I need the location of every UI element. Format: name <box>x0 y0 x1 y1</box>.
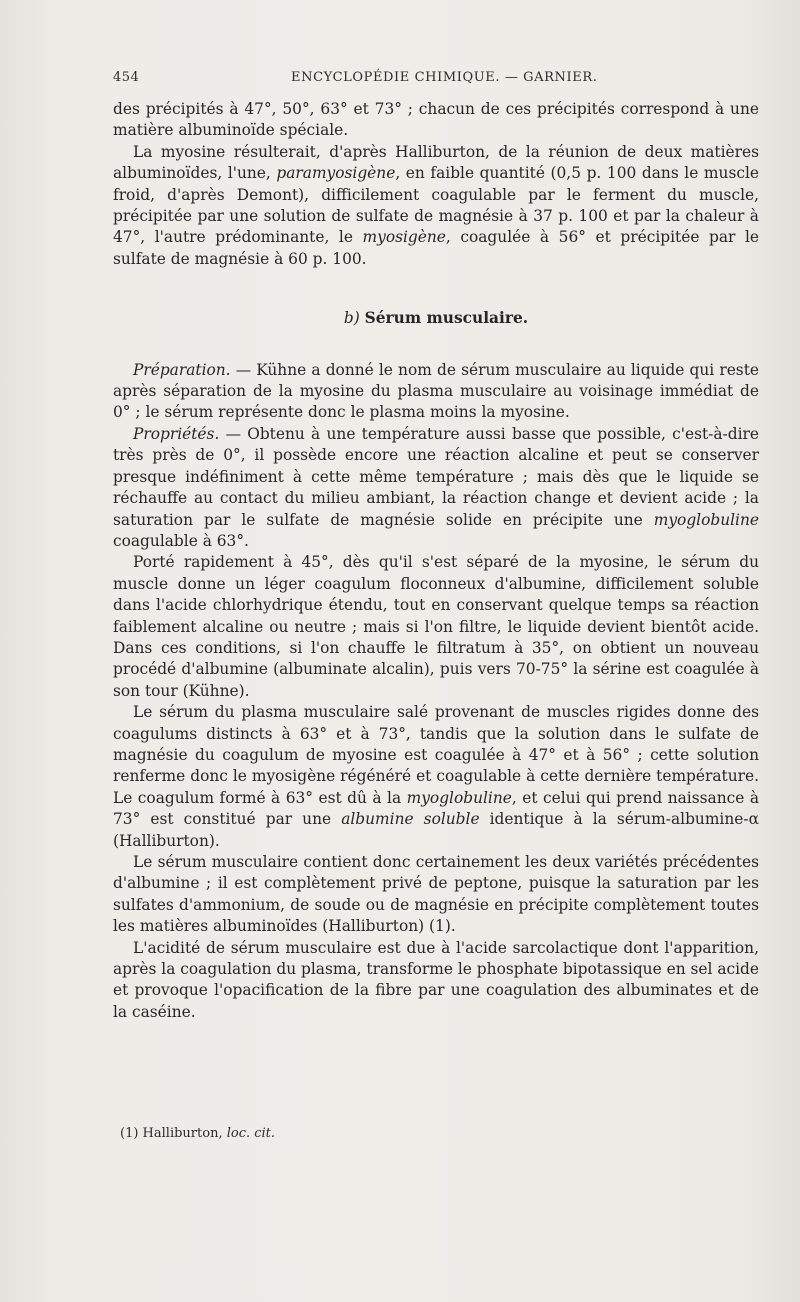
footnote-author: Halliburton, <box>138 1126 227 1141</box>
subheading-preparation: Préparation. <box>133 360 231 379</box>
page-number: 454 <box>113 70 140 85</box>
term-myoglobuline: myoglobuline <box>406 788 512 807</box>
section-letter: b) <box>343 309 360 328</box>
paragraph <box>113 702 759 852</box>
paragraph: L'acidité de sérum musculaire est due à l'acide sarcolactique dont l'apparition, après la coagulation du plasma, transforme le phosphate bipotassique en sel acide et provoque l'opacification de la fibre par une coagulation des albuminates et de la caséine. <box>113 938 760 1021</box>
footnote <box>120 1126 275 1141</box>
paragraph: Porté rapidement à 45°, dès qu'il s'est séparé de la myosine, le sérum du muscle donne un léger coagulum floconneux d'albumine, difficilement soluble dans l'acide chlorhydrique étendu, tout en conservant quelque temps sa réaction faiblement alcaline ou neutre ; mais si l'on filtre, le liquide devient bientôt acide. Dans ces conditions, si l'on chauffe le filtratum à 35°, on obtient un nouveau procédé d'albumine (albuminate alcalin), puis vers 70-75° la sérine est coagulée à son tour (Kühne). <box>113 553 759 700</box>
text-run: , en faible quantité (0,5 p. 100 dans le muscle froid, d'après Demont), difficilement coagulable par le ferment du muscle, précipitée par une solution de sulfate de magnésie à 37 p. 100 et par la chaleur à 47°, l'autre prédominante, le <box>113 164 759 247</box>
running-title: ENCYCLOPÉDIE CHIMIQUE. — GARNIER. <box>291 70 598 85</box>
term-myosigene: myosigène <box>362 228 446 247</box>
footnote-ref: loc. cit. <box>226 1126 276 1141</box>
text-run: — Obtenu à une température aussi basse que possible, c'est-à-dire très près de 0°, il possède encore une réaction alcaline et peut se conserver presque indéfiniment à cette même température ; mais dès que le liquide se réchauffe au contact du milieu ambiant, la réaction change et devient acide ; la saturation par le sulfate de magnésie solide en précipite une <box>113 424 759 529</box>
paragraph: Le sérum musculaire contient donc certainement les deux variétés précédentes d'albumine ; il est complètement privé de peptone, puisque la saturation par les sulfates d'ammonium, de soude ou de magnésie en précipite complètement toutes les matières albuminoïdes (Halliburton) (1). <box>113 853 759 936</box>
paragraph: des précipités à 47°, 50°, 63° et 73° ; chacun de ces précipités correspond à une matière albuminoïde spéciale. <box>113 100 759 140</box>
text-run: , coagulée à 56° et précipitée par le sulfate de magnésie à 60 p. 100. <box>113 228 759 268</box>
paragraph <box>113 142 759 270</box>
term-albumine-soluble: albumine soluble <box>341 810 480 829</box>
paragraph <box>113 360 759 424</box>
subheading-proprietes: Propriétés. <box>133 424 220 443</box>
document-body <box>113 99 759 1023</box>
text-run: , et celui qui prend naissance à 73° est constitué par une <box>113 788 760 829</box>
footnote-marker: (1) <box>120 1126 139 1141</box>
paragraph <box>113 424 759 552</box>
term-myoglobuline: myoglobuline <box>653 510 759 529</box>
section-heading <box>113 308 759 329</box>
text-run: identique à la sérum-albumine-α (Halliburton). <box>113 810 759 850</box>
text-run: La myosine résulterait, d'après Halliburton, de la réunion de deux matières albuminoïdes, l'une, <box>113 142 759 183</box>
page-header <box>113 70 757 92</box>
term-paramyosigene: paramyosigène <box>276 164 396 183</box>
text-run: Le sérum du plasma musculaire salé provenant de muscles rigides donne des coagulums distincts à 63° et à 73°, tandis que la solution dans le sulfate de magnésie du coagulum de myosine est coagulée à 47° et à 56° ; cette solution renferme donc le myosigène régénéré et coagulable à cette dernière température. Le coagulum formé à 63° est dû à la <box>113 703 759 807</box>
text-run: — Kühne a donné le nom de sérum musculaire au liquide qui reste après séparation de la myosine du plasma musculaire au voisinage immédiat de 0° ; le sérum représente donc le plasma moins la myosine. <box>113 360 759 422</box>
section-title: Sérum musculaire. <box>364 309 529 328</box>
text-run: coagulable à 63°. <box>113 531 249 550</box>
